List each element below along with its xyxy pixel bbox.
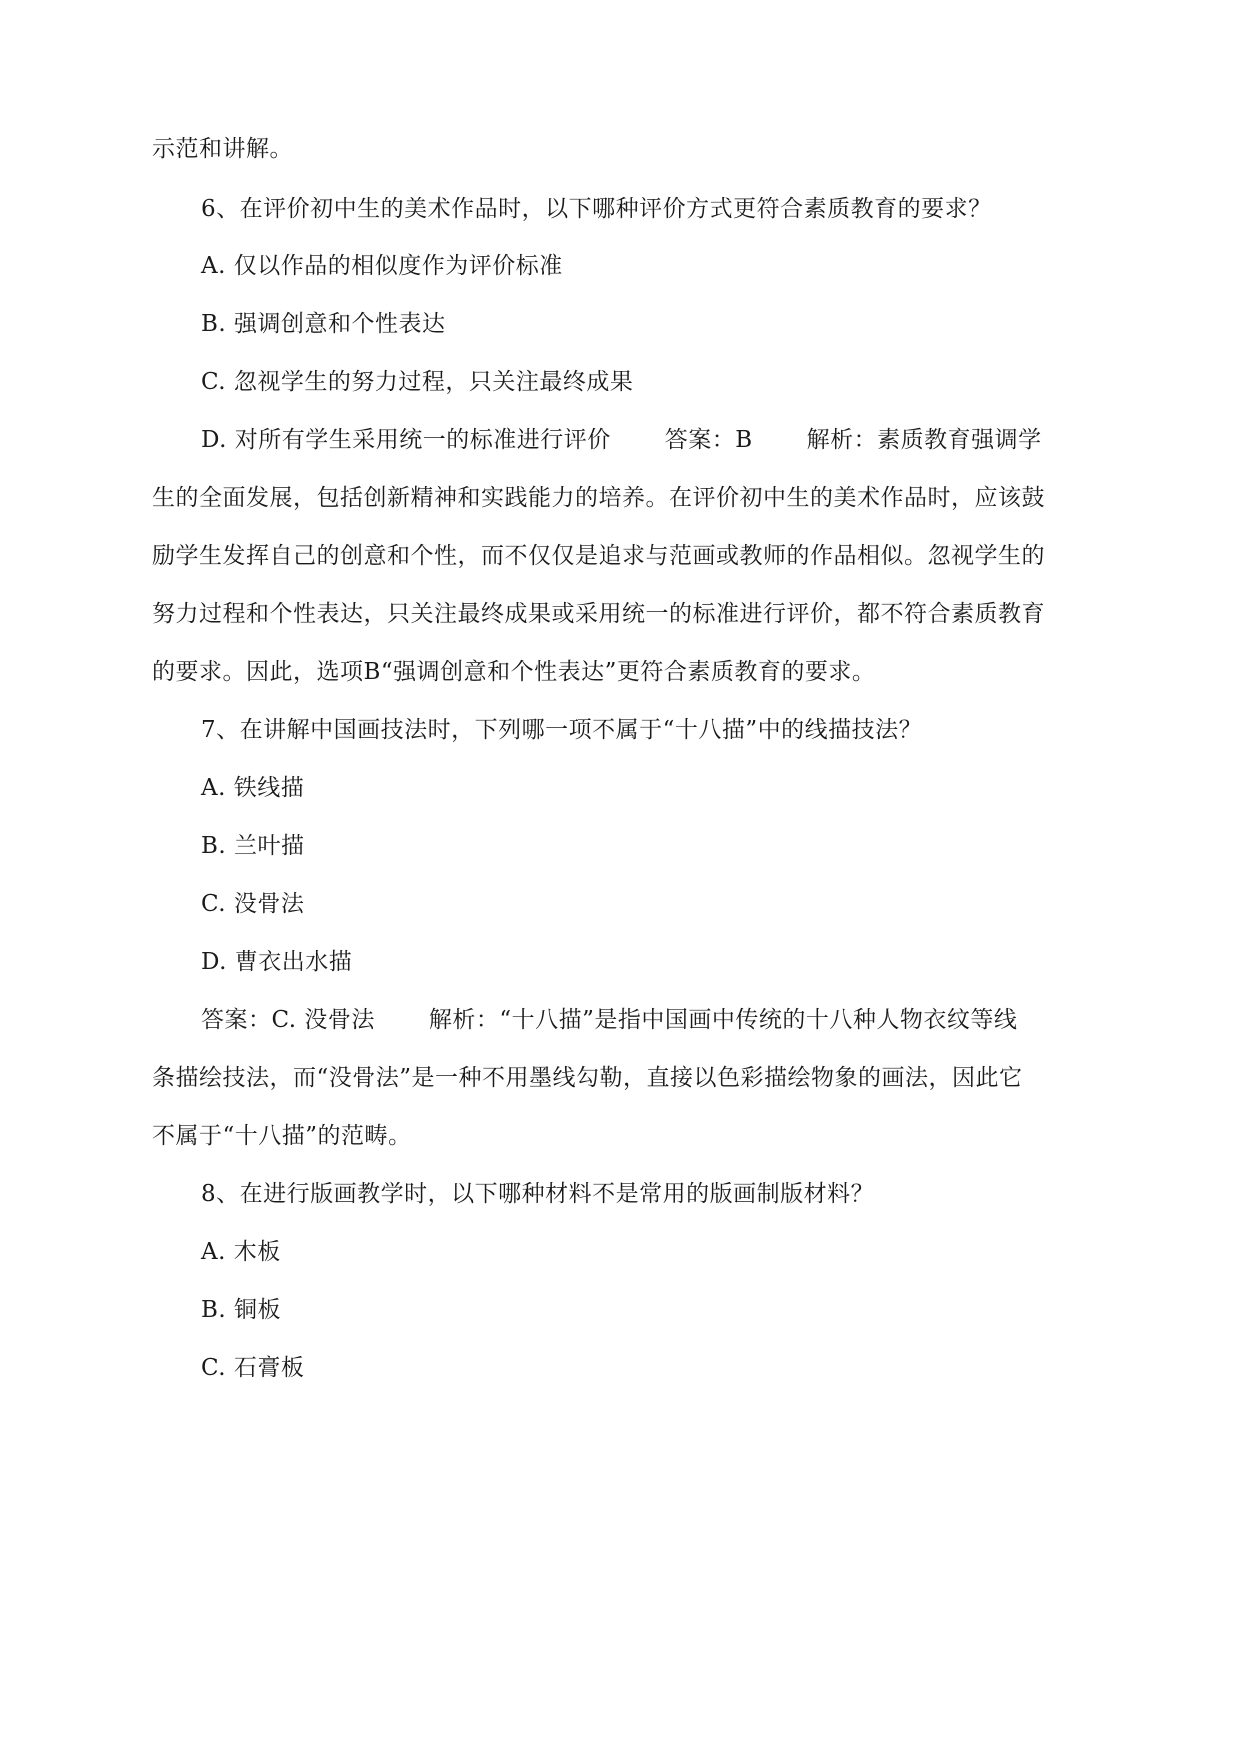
q6-analysis-line: 生的全面发展，包括创新精神和实践能力的培养。在评价初中生的美术作品时，应该鼓 bbox=[152, 485, 1045, 511]
paragraph-continuation: 示范和讲解。 bbox=[152, 136, 293, 162]
q6-analysis-lead: 解析：素质教育强调学 bbox=[806, 427, 1042, 453]
q8-option-b: B. 铜板 bbox=[201, 1297, 282, 1323]
q6-option-d: D. 对所有学生采用统一的标准进行评价 bbox=[201, 427, 611, 453]
q7-option-a: A. 铁线描 bbox=[201, 775, 305, 801]
q7-option-c: C. 没骨法 bbox=[201, 891, 305, 917]
q6-answer: 答案：B bbox=[664, 427, 753, 453]
q6-option-b: B. 强调创意和个性表达 bbox=[201, 311, 446, 337]
q7-option-b: B. 兰叶描 bbox=[201, 833, 305, 859]
q7-option-d: D. 曹衣出水描 bbox=[201, 949, 353, 975]
question-8: 8、在进行版画教学时，以下哪种材料不是常用的版画制版材料？ bbox=[201, 1181, 875, 1207]
q7-analysis-lead: 解析：“十八描”是指中国画中传统的十八种人物衣纹等线 bbox=[428, 1007, 1018, 1033]
q7-answer-line bbox=[201, 1004, 1141, 1036]
q7-answer: 答案：C. 没骨法 bbox=[201, 1007, 375, 1033]
q7-analysis-line: 不属于“十八描”的范畴。 bbox=[152, 1123, 412, 1149]
q6-option-a: A. 仅以作品的相似度作为评价标准 bbox=[201, 253, 563, 279]
question-7: 7、在讲解中国画技法时，下列哪一项不属于“十八描”中的线描技法？ bbox=[201, 717, 923, 743]
q6-option-d-line bbox=[201, 424, 1141, 456]
question-6: 6、在评价初中生的美术作品时，以下哪种评价方式更符合素质教育的要求？ bbox=[201, 196, 992, 222]
q6-analysis-line: 的要求。因此，选项B“强调创意和个性表达”更符合素质教育的要求。 bbox=[152, 659, 876, 685]
q7-analysis-line: 条描绘技法，而“没骨法”是一种不用墨线勾勒，直接以色彩描绘物象的画法，因此它 bbox=[152, 1065, 1023, 1091]
q6-option-c: C. 忽视学生的努力过程，只关注最终成果 bbox=[201, 369, 634, 395]
q8-option-c: C. 石膏板 bbox=[201, 1355, 305, 1381]
q6-analysis-line: 励学生发挥自己的创意和个性，而不仅仅是追求与范画或教师的作品相似。忽视学生的 bbox=[152, 543, 1045, 569]
q8-option-a: A. 木板 bbox=[201, 1239, 281, 1265]
q6-analysis-line: 努力过程和个性表达，只关注最终成果或采用统一的标准进行评价，都不符合素质教育 bbox=[152, 601, 1045, 627]
